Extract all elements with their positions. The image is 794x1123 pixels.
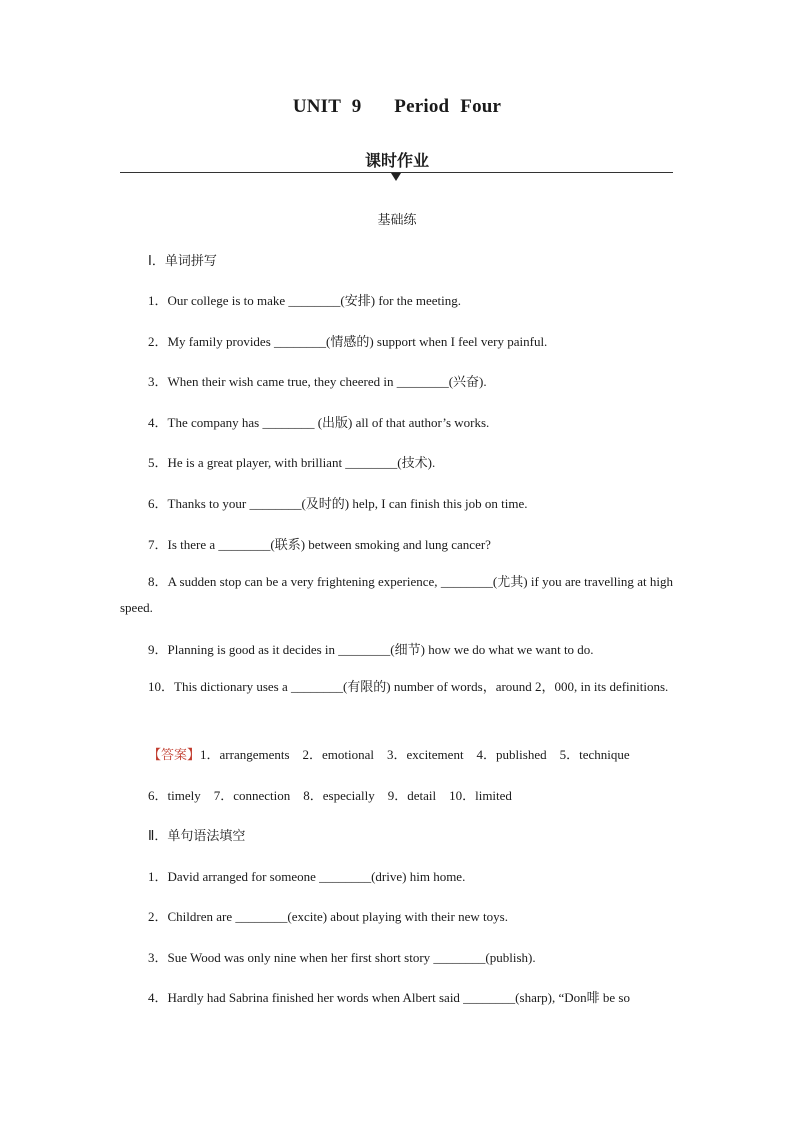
part1-item-1: 1．Our college is to make ________(安排) for the meeting. — [148, 293, 462, 308]
part2-item-1: 1．David arranged for someone ________(drive) him home. — [148, 869, 466, 884]
section-title: 基础练 — [377, 213, 417, 228]
part2-item-4: 4．Hardly had Sabrina finished her words when Albert said ________(sharp), “Don啡 be so — [148, 990, 630, 1005]
part1-item-6: 6．Thanks to your ________(及时的) help, I can finish this job on time. — [148, 496, 528, 511]
divider-triangle-icon — [391, 173, 401, 181]
part1-item-4: 4．The company has ________ (出版) all of that author’s works. — [148, 415, 490, 430]
part2-item-2: 2．Children are ________(excite) about playing with their new toys. — [148, 909, 508, 924]
answer-line-1 — [148, 744, 673, 763]
part2-heading: Ⅱ．单句语法填空 — [148, 829, 246, 844]
part1-item-5: 5．He is a great player, with brilliant ________(技术). — [148, 455, 436, 470]
part1-item-10: 10．This dictionary uses a ________(有限的) number of words，around 2，000, in its definitions. — [148, 679, 669, 694]
part1-heading: Ⅰ．单词拼写 — [148, 254, 217, 269]
page-title: UNIT 9 Period Four — [292, 96, 502, 117]
answer-line-2: 6．timely 7．connection 8．especially 9．detail 10．limited — [148, 788, 512, 803]
page-subtitle: 课时作业 — [364, 151, 429, 170]
part1-item-9: 9．Planning is good as it decides in ________(细节) how we do what we want to do. — [148, 642, 594, 657]
part1-item-2: 2．My family provides ________(情感的) support when I feel very painful. — [148, 334, 548, 349]
part2-item-3: 3．Sue Wood was only nine when her first short story ________(publish). — [148, 950, 536, 965]
part1-item-8: 8．A sudden stop can be a very frightening experience, ________(尤其) if you are travelling at high speed. — [120, 574, 673, 615]
part1-item-7: 7．Is there a ________(联系) between smoking and lung cancer? — [148, 537, 491, 552]
part1-item-3: 3．When their wish came true, they cheered in ________(兴奋). — [148, 374, 487, 389]
answer-key-label: 【答案】 — [148, 748, 201, 763]
answers-first-half: 1．arrangements 2．emotional 3．excitement 4．published 5．technique — [200, 747, 630, 762]
